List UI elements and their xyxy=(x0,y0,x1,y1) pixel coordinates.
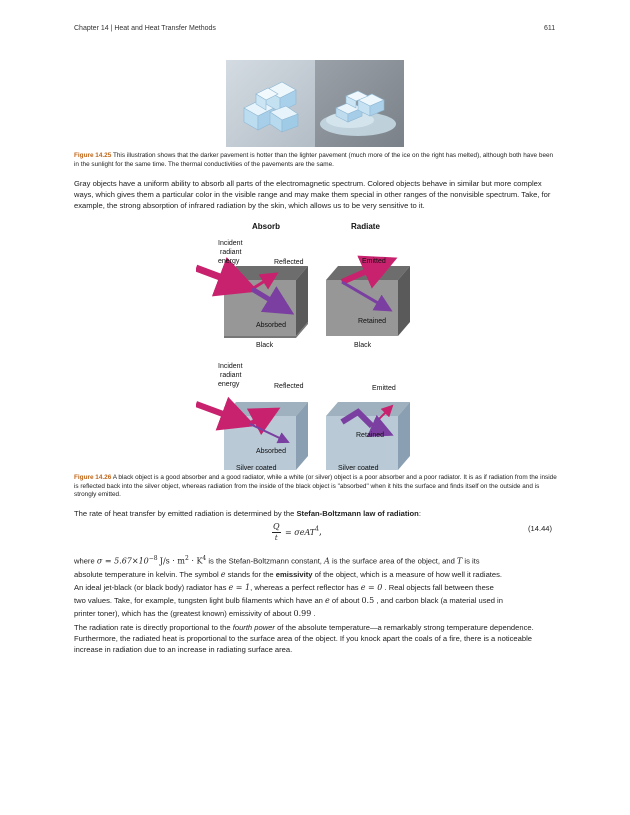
figure-label: Figure 14.26 xyxy=(74,474,112,481)
units: J/s · m xyxy=(159,556,185,566)
paragraph-where: where $\sigma = 5.67\times 10^{-8}$ $J/s \cdot m^2 \cdot K^4$ is the Stefan-Boltzmann constant, A is the surface area of the object, and T is its absolute temperature in kelvin. The symbol e stands for the emissivity of the object, which is a measure of how well it radiates. An ideal jet-black (or black body) radiator has e = 1, whereas a perfect reflector has e = 0 . Real objects fall between these two values. Take, for example, tungsten light bulb filaments which have an e of about 0.5 , and carbon black (a material used in printer toner), which has the (greatest known) emissivity of about 0.99 . xyxy=(74,555,503,618)
key-term: Stefan-Boltzmann law of radiation xyxy=(296,509,419,518)
panel-black-absorb xyxy=(196,240,308,349)
figure-14-25-photo xyxy=(226,60,404,147)
text: The rate of heat transfer by emitted radiation is determined by the xyxy=(74,509,295,518)
panel-black-radiate xyxy=(326,258,410,349)
incident-label-3: energy xyxy=(218,381,240,388)
header-radiate: Radiate xyxy=(351,222,380,231)
text: : xyxy=(418,509,421,518)
incident-label-3: energy xyxy=(218,258,240,265)
caption-text: This illustration shows that the darker pavement is hotter than the lighter pavement (much more of the ice on the right has melted), although both have been in the sunlight for the same time. The thermal conductivities of the pavements are the same. xyxy=(74,152,554,168)
sigma-value: σ = 5.67×10 xyxy=(96,556,149,566)
panel-caption: Silver coated xyxy=(236,465,277,472)
panel-silver-absorb xyxy=(196,363,308,472)
panel-caption: Silver coated xyxy=(338,465,379,472)
trail: , xyxy=(318,527,322,538)
equation-14-44 xyxy=(272,522,322,546)
header-absorb: Absorb xyxy=(252,222,280,231)
chapter-header: Chapter 14 | Heat and Heat Transfer Methods xyxy=(74,25,216,32)
exponent: 4 xyxy=(315,525,319,533)
absorbed-label: Absorbed xyxy=(256,448,286,455)
paragraph-fourth-power: The radiation rate is directly proportional to the fourth power of the absolute temperature—a remarkably strong temperature dependence. Furthermore, the radiated heat is proportional to the surface area of the object. If you knock apart the coals of a fire, there is a noticeable increase in radiation due to an increase in radiating surface area. xyxy=(74,623,534,654)
paragraph-rate xyxy=(74,508,558,519)
incident-label-1: Incident xyxy=(218,363,243,370)
denominator: t xyxy=(274,534,278,542)
caption-text: A black object is a good absorber and a good radiator, while a white (or silver) object is a poor absorber and a poor radiator. It is as if radiation from the inside is reflected back into the silver object, whereas radiation from the inside of the black object is "absorbed" when it hits the surface and finds itself on the outside and is strongly emitted. xyxy=(74,474,557,499)
incident-label-2: radiant xyxy=(220,372,242,379)
emphasis: fourth power xyxy=(232,623,275,632)
emitted-label: Emitted xyxy=(362,258,386,265)
figure-14-26-caption xyxy=(74,474,558,500)
equation-number: (14.44) xyxy=(528,524,553,533)
incident-label-1: Incident xyxy=(218,240,243,247)
emitted-label: Emitted xyxy=(372,385,396,392)
retained-label: Retained xyxy=(356,432,385,439)
reflected-label: Reflected xyxy=(274,383,304,390)
page-number: 611 xyxy=(544,25,556,32)
ice-pavement-illustration xyxy=(226,60,404,147)
fraction xyxy=(272,522,281,543)
incident-label-2: radiant xyxy=(220,249,242,256)
panel-caption: Black xyxy=(354,342,372,349)
equation-rhs: = σeAT xyxy=(285,528,316,537)
paragraph-gray-objects: Gray objects have a uniform ability to absorb all parts of the electromagnetic spectrum. Colored objects behave in similar but more complex ways, which gives them a particular color in the visible range and may make them special in other ranges of the nonvisible spectrum. Take, for example, the strong absorption of infrared radiation by the skin, which allows us to be very sensitive to it. xyxy=(74,179,551,210)
figure-label: Figure 14.25 xyxy=(74,152,112,159)
reflected-label: Reflected xyxy=(274,259,304,266)
panel-silver-radiate xyxy=(326,385,410,472)
figure-14-25-caption xyxy=(74,152,558,169)
retained-label: Retained xyxy=(358,318,387,325)
panel-caption: Black xyxy=(256,342,274,349)
figure-14-26-diagram xyxy=(196,216,436,474)
key-term: emissivity xyxy=(275,569,313,579)
numerator: Q xyxy=(273,522,280,531)
absorbed-label: Absorbed xyxy=(256,322,286,329)
